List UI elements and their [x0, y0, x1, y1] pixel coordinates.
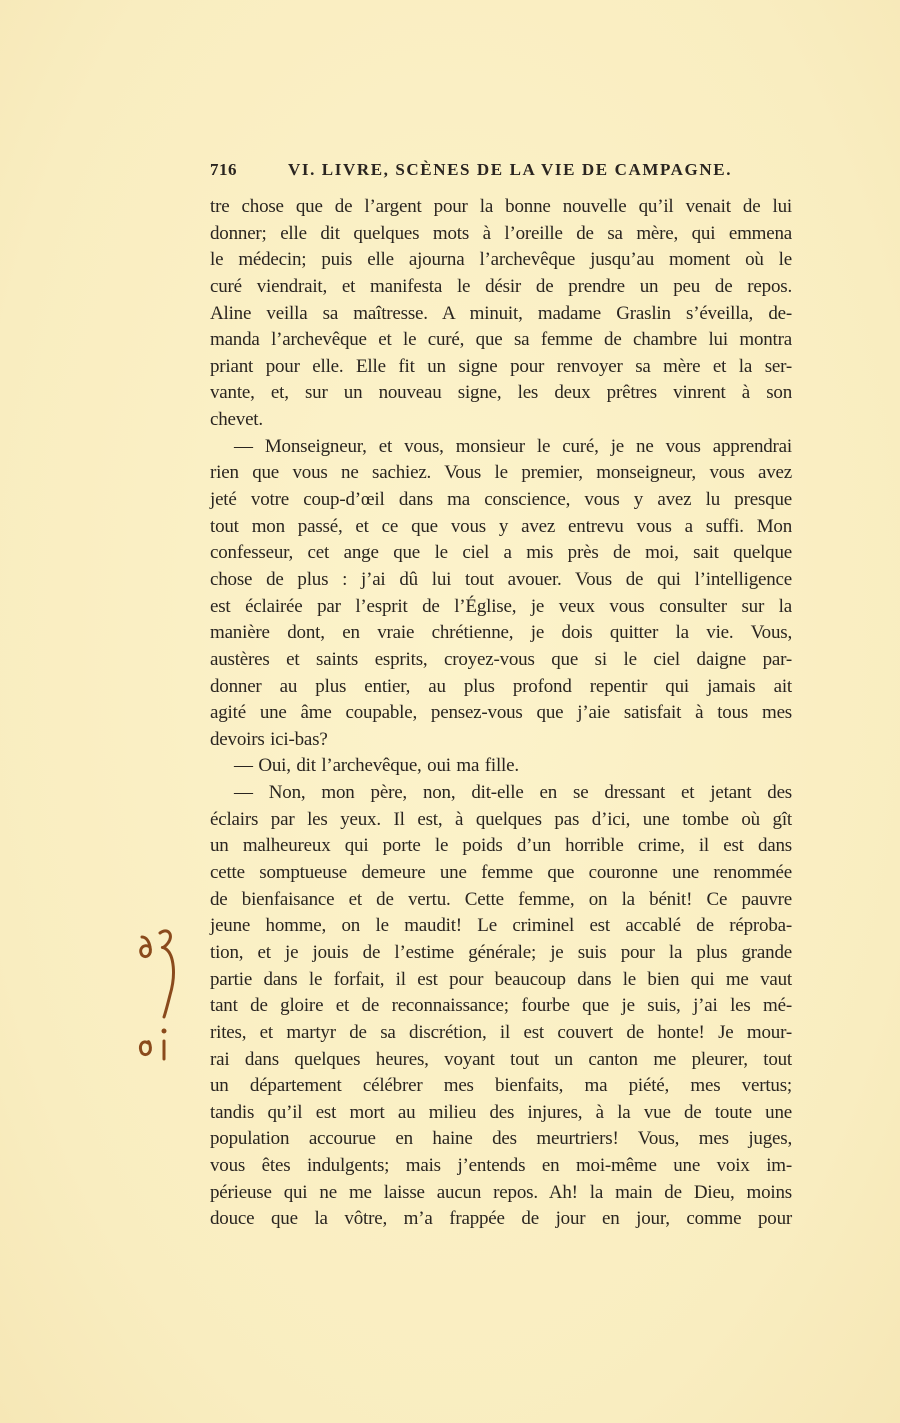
- text-line: tant de gloire et de reconnaissance; fourbe que je suis, j’ai les mé-: [210, 995, 792, 1017]
- text-line: rai dans quelques heures, voyant tout un canton me pleurer, tout: [210, 1048, 792, 1070]
- text-line: agité une âme coupable, pensez-vous que j’aie satisfait à tous mes: [210, 702, 792, 724]
- text-line: — Non, mon père, non, dit-elle en se dressant et jetant des: [234, 782, 792, 804]
- text-line: — Monseigneur, et vous, monsieur le curé, je ne vous apprendrai: [234, 435, 792, 457]
- body-text: [210, 194, 792, 1233]
- text-line: priant pour elle. Elle fit un signe pour renvoyer sa mère et la ser-: [210, 355, 792, 377]
- text-line: partie dans le forfait, il est pour beaucoup dans le bien qui me vaut: [210, 968, 792, 990]
- text-line: austères et saints esprits, croyez-vous que si le ciel daigne par-: [210, 648, 792, 670]
- text-line: devoirs ici-bas?: [210, 728, 328, 750]
- text-line: chevet.: [210, 409, 263, 431]
- text-line: périeuse qui ne me laisse aucun repos. Ah! la main de Dieu, moins: [210, 1181, 792, 1203]
- text-line: donner au plus entier, au plus profond repentir qui jamais ait: [210, 675, 792, 697]
- text-line: — Oui, dit l’archevêque, oui ma fille.: [234, 755, 519, 777]
- running-header: [210, 160, 733, 184]
- text-line: manière dont, en vraie chrétienne, je dois quitter la vie. Vous,: [210, 622, 792, 644]
- text-line: donner; elle dit quelques mots à l’oreille de sa mère, qui emmena: [210, 222, 792, 244]
- text-line: Aline veilla sa maîtresse. A minuit, madame Graslin s’éveilla, de-: [210, 302, 792, 324]
- text-line: un département célébrer mes bienfaits, ma piété, mes vertus;: [210, 1075, 792, 1097]
- paragraph: [210, 434, 792, 754]
- text-line: de bienfaisance et de vertu. Cette femme, on la bénit! Ce pauvre: [210, 888, 792, 910]
- text-line: vous êtes indulgents; mais j’entends en moi-même une voix im-: [210, 1155, 792, 1177]
- text-line: jeune homme, on le maudit! Le criminel est accablé de réproba-: [210, 915, 792, 937]
- text-line: est éclairée par l’esprit de l’Église, je veux vous consulter sur la: [210, 595, 792, 617]
- text-line: rien que vous ne sachiez. Vous le premier, monseigneur, vous avez: [210, 462, 792, 484]
- text-line: tion, et je jouis de l’estime générale; je suis pour la plus grande: [210, 941, 792, 963]
- paragraph: [210, 780, 792, 1233]
- text-line: chose de plus : j’ai dû lui tout avouer. Vous de qui l’intelligence: [210, 568, 792, 590]
- page-number: 716: [210, 160, 237, 179]
- text-line: cette somptueuse demeure une femme que couronne une renommée: [210, 862, 792, 884]
- text-line: un malheureux qui porte le poids d’un horrible crime, il est dans: [210, 835, 792, 857]
- text-line: confesseur, cet ange que le ciel a mis près de moi, sait quelque: [210, 542, 792, 564]
- running-title: VI. LIVRE, SCÈNES DE LA VIE DE CAMPAGNE.: [288, 160, 733, 179]
- text-line: le médecin; puis elle ajourna l’archevêque jusqu’au moment où le: [210, 249, 792, 271]
- text-line: jeté votre coup-d’œil dans ma conscience, vous y avez lu presque: [210, 489, 792, 511]
- text-line: tre chose que de l’argent pour la bonne nouvelle qu’il venait de lui: [210, 196, 792, 217]
- text-line: douce que la vôtre, m’a frappée de jour en jour, comme pour: [210, 1208, 792, 1230]
- paragraph: [210, 194, 792, 434]
- text-line: curé viendrait, et manifesta le désir de prendre un peu de repos.: [210, 275, 792, 297]
- text-line: vante, et, sur un nouveau signe, les deux prêtres vinrent à son: [210, 382, 792, 404]
- text-line: manda l’archevêque et le curé, que sa femme de chambre lui montra: [210, 329, 792, 351]
- text-line: éclairs par les yeux. Il est, à quelques pas d’ici, une tombe où gît: [210, 808, 792, 830]
- paragraph: [210, 753, 792, 780]
- text-line: tandis qu’il est mort au milieu des injures, à la vue de toute une: [210, 1101, 792, 1123]
- text-line: tout mon passé, et ce que vous y avez entrevu vous a suffi. Mon: [210, 515, 792, 537]
- text-line: population accourue en haine des meurtriers! Vous, mes juges,: [210, 1128, 792, 1150]
- handwritten-margin-annotation: [130, 925, 200, 1065]
- text-line: rites, et martyr de sa discrétion, il est couvert de honte! Je mour-: [210, 1021, 792, 1043]
